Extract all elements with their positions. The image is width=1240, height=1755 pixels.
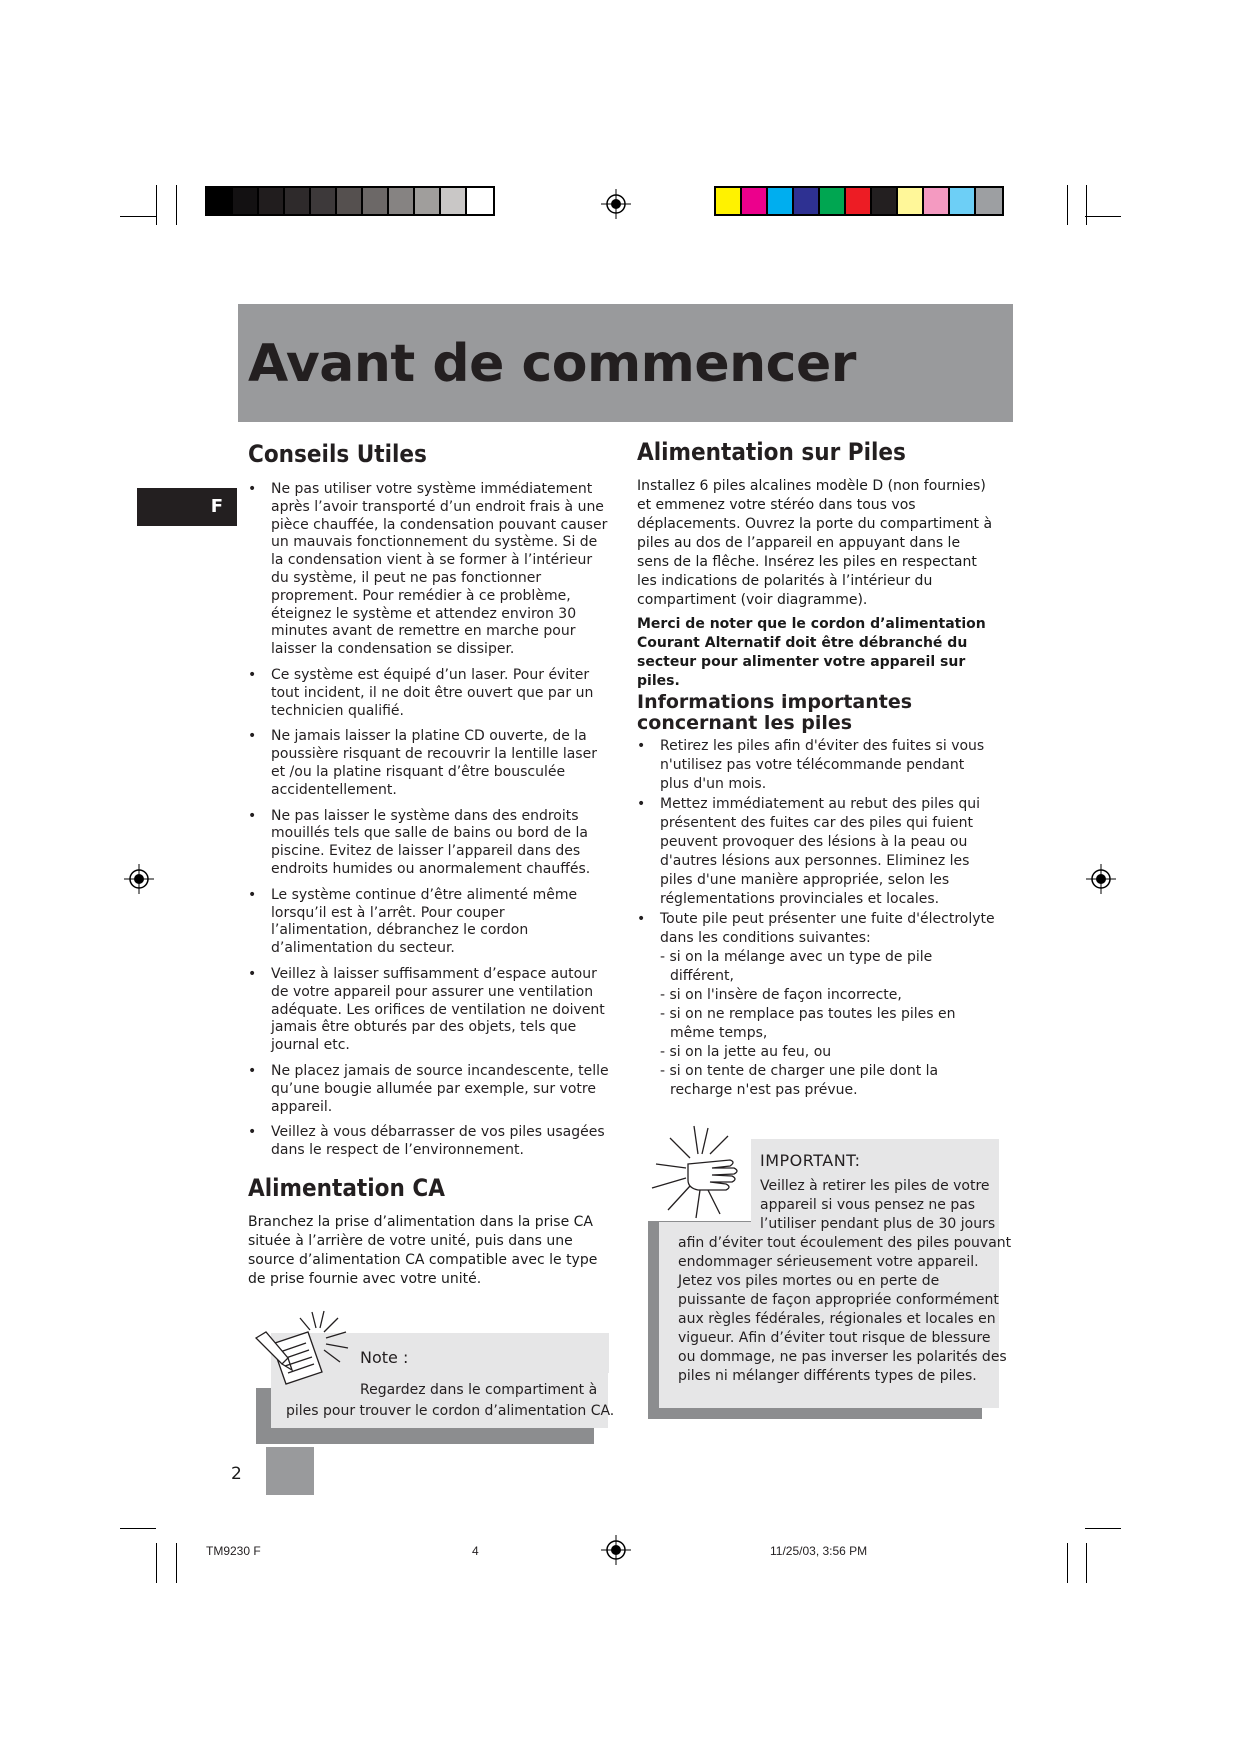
note-writing-icon [252, 1310, 350, 1390]
heading-alimentation-piles: Alimentation sur Piles [637, 438, 906, 466]
piles-text: Installez 6 piles alcalines modèle D (non fournies) et emmenez votre stéréo dans tous vos déplacements. Ouvrez la porte du compartiment à piles au dos de l’appareil en appuyant dans le sens de la flêche. Insérez les piles en respectant les indications de polarités à l’intérieur du compartiment (voir diagramme). [637, 478, 993, 608]
important-line: Jetez vos piles mortes ou en perte de [678, 1273, 940, 1289]
registration-target-icon [124, 864, 154, 894]
list-item-text: Toute pile peut présenter une fuite d'électrolyte dans les conditions suivantes: [660, 911, 995, 946]
dash-item: - si on tente de charger une pile dont la recharge n'est pas prévue. [660, 1063, 939, 1098]
language-tab: F [137, 488, 237, 526]
list-item: • Ne placez jamais de source incandescente, telle qu’une bougie allumée par exemple, sur votre appareil. [248, 1063, 610, 1116]
heading-alimentation-ca: Alimentation CA [248, 1174, 445, 1202]
important-line: puissante de façon appropriée conformément [678, 1292, 999, 1308]
color-swatch [846, 188, 872, 214]
footer-date: 11/25/03, 3:56 PM [770, 1544, 868, 1558]
color-swatch [742, 188, 768, 214]
gray-swatch [207, 188, 233, 214]
note-label: Note : [360, 1348, 409, 1367]
infos-list [637, 737, 997, 1101]
registration-target-icon [1086, 864, 1116, 894]
color-swatch [794, 188, 820, 214]
list-item: • Ne pas laisser le système dans des endroits mouillés tels que salle de bains ou bord de la piscine. Evitez de laisser l’appareil dans des endroits humides ou anormalement chauffés. [248, 808, 610, 879]
process-color-bar [714, 186, 1004, 216]
registration-target-icon [601, 189, 631, 219]
gray-swatch [285, 188, 311, 214]
page-title: Avant de commencer [248, 334, 856, 394]
pointing-hand-icon [650, 1124, 750, 1220]
piles-bold-note: Merci de noter que le cordon d’alimentation Courant Alternatif doit être débranché du secteur pour alimenter votre appareil sur piles. [637, 616, 986, 689]
list-item: • Mettez immédiatement au rebut des piles qui présentent des fuites car des piles qui fuient peuvent provoquer des lésions à la peau ou d'autres lésions aux personnes. Eliminez les piles d'une manière appropriée, selon les réglementations provinciales et locales. [637, 795, 997, 909]
color-swatch [976, 188, 1002, 214]
dash-item: - si on ne remplace pas toutes les piles en même temps, [660, 1006, 956, 1041]
important-line: ou dommage, ne pas inverser les polarités des [678, 1349, 1007, 1365]
dash-item: - si on l'insère de façon incorrecte, [660, 987, 902, 1003]
registration-target-icon [601, 1535, 631, 1565]
list-item: • Le système continue d’être alimenté même lorsqu’il est à l’arrêt. Pour couper l’alimentation, débranchez le cordon d’alimentation du secteur. [248, 887, 610, 958]
list-item: • Ne jamais laisser la platine CD ouverte, de la poussière risquant de recouvrir la lentille laser et /ou la platine risquant d’être bousculée accidentellement. [248, 728, 610, 799]
title-band [238, 304, 1013, 422]
important-line: vigueur. Afin d’éviter tout risque de blessure [678, 1330, 991, 1346]
heading-infos-piles [637, 692, 912, 734]
list-item [637, 910, 997, 1100]
important-bottom-text [678, 1234, 1011, 1386]
important-line: piles ni mélanger différents types de piles. [678, 1368, 977, 1384]
important-line: Veillez à retirer les piles de votre [760, 1178, 990, 1194]
conseils-list [248, 481, 610, 1168]
gray-color-bar [205, 186, 495, 216]
page-number-block [266, 1447, 314, 1495]
gray-swatch [415, 188, 441, 214]
note-line-1: Regardez dans le compartiment à [360, 1382, 598, 1398]
heading-conseils-utiles: Conseils Utiles [248, 440, 427, 468]
important-top-text [760, 1177, 995, 1234]
gray-swatch [441, 188, 467, 214]
important-line: endommager sérieusement votre appareil. [678, 1254, 979, 1270]
alimentation-ca-text: Branchez la prise d’alimentation dans la prise CA située à l’arrière de votre unité, puis dans une source d’alimentation CA compatible avec le type de prise fournie avec votre unité. [248, 1214, 598, 1287]
important-line: afin d’éviter tout écoulement des piles pouvant [678, 1235, 1012, 1251]
color-swatch [716, 188, 742, 214]
important-line: l’utiliser pendant plus de 30 jours [760, 1216, 996, 1232]
heading-infos-line-1: Informations importantes [637, 691, 913, 713]
gray-swatch [233, 188, 259, 214]
footer-page: 4 [472, 1544, 479, 1558]
gray-swatch [389, 188, 415, 214]
important-line: appareil si vous pensez ne pas [760, 1197, 976, 1213]
list-item: • Veillez à laisser suffisamment d’espace autour de votre appareil pour assurer une ventilation adéquate. Les orifices de ventilation ne doivent jamais être obturés par des objets, tels que journal etc. [248, 966, 610, 1055]
page-number: 2 [231, 1464, 242, 1484]
color-swatch [872, 188, 898, 214]
heading-infos-line-2: concernant les piles [637, 712, 853, 734]
list-item: • Retirez les piles afin d'éviter des fuites si vous n'utilisez pas votre télécommande pendant plus d'un mois. [637, 737, 997, 794]
list-item: • Ne pas utiliser votre système immédiatement après l’avoir transporté d’un endroit frais à une pièce chauffée, la condensation pouvant causer un mauvais fonctionnement du système. Si de la condensation vient à se former à l’intérieur du système, il peut ne pas fonctionner proprement. Pour remédier à ce problème, éteignez le système et attendez environ 30 minutes avant de remettre en marche pour laisser la condensation se dissiper. [248, 481, 610, 659]
list-item: • Ce système est équipé d’un laser. Pour éviter tout incident, il ne doit être ouvert que par un technicien qualifié. [248, 667, 610, 720]
color-swatch [950, 188, 976, 214]
color-swatch [820, 188, 846, 214]
gray-swatch [363, 188, 389, 214]
list-item: • Veillez à vous débarrasser de vos piles usagées dans le respect de l’environnement. [248, 1124, 610, 1160]
gray-swatch [337, 188, 363, 214]
important-line: aux règles fédérales, régionales et locales en [678, 1311, 996, 1327]
gray-swatch [311, 188, 337, 214]
note-line-2: piles pour trouver le cordon d’alimentation CA. [286, 1403, 615, 1419]
important-label: IMPORTANT: [760, 1151, 861, 1170]
color-swatch [768, 188, 794, 214]
color-swatch [898, 188, 924, 214]
dash-item: - si on la jette au feu, ou [660, 1044, 832, 1060]
dash-item: - si on la mélange avec un type de pile différent, [660, 949, 933, 984]
gray-swatch [467, 188, 493, 214]
gray-swatch [259, 188, 285, 214]
color-swatch [924, 188, 950, 214]
footer-code: TM9230 F [206, 1544, 261, 1558]
